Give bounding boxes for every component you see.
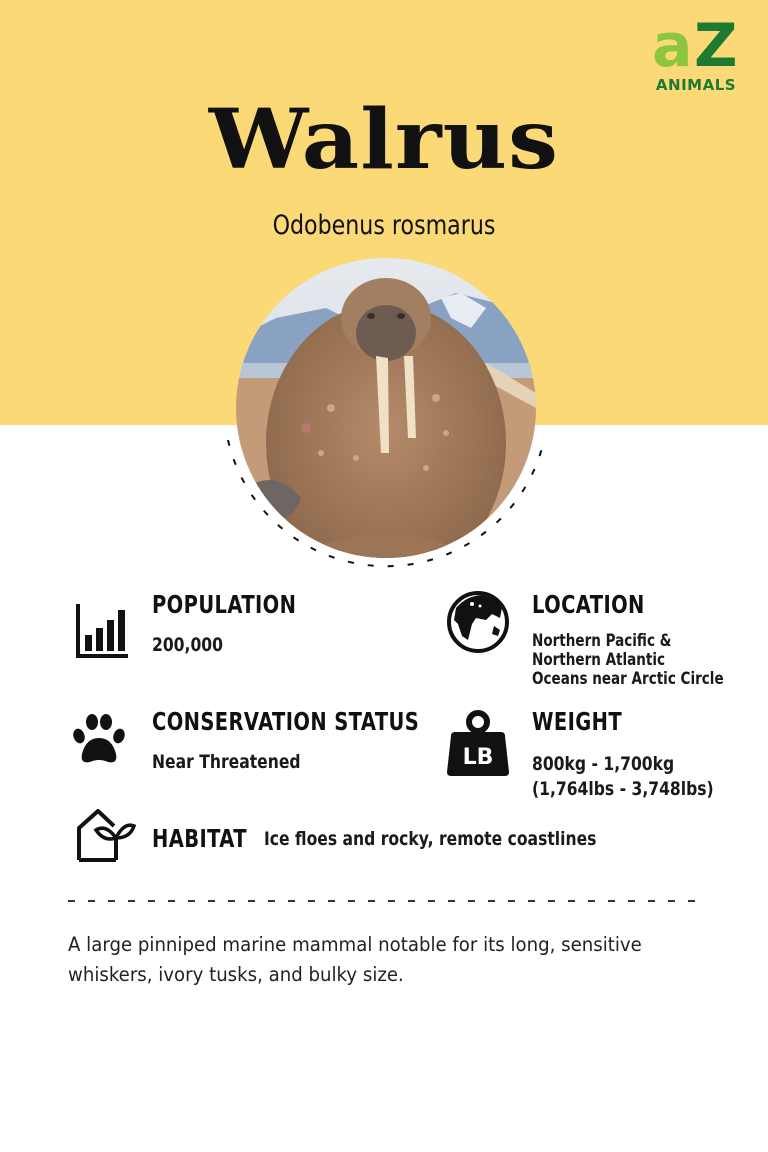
logo-mark	[652, 11, 744, 81]
walrus-photo	[236, 258, 536, 558]
location-value-line-2: Northern Atlantic	[532, 650, 666, 669]
walrus-illustration	[236, 258, 536, 558]
conservation-status-value: Near Threatened	[152, 751, 301, 773]
location-value-line-3: Oceans near Arctic Circle	[532, 669, 724, 688]
habitat-value: Ice floes and rocky, remote coastlines	[264, 828, 597, 850]
location-label: LOCATION	[532, 590, 645, 619]
svg-text:LB: LB	[462, 745, 494, 770]
logo-wordmark: ANIMALS	[655, 76, 737, 94]
conservation-status-label: CONSERVATION STATUS	[152, 707, 420, 736]
weight-value-line-2: (1,764lbs - 3,748lbs)	[532, 778, 714, 800]
bar-chart-icon	[74, 600, 130, 660]
population-label: POPULATION	[152, 590, 297, 619]
paw-icon	[72, 712, 126, 766]
logo-letter-z: Z	[694, 11, 738, 81]
globe-icon	[446, 590, 510, 654]
az-animals-logo[interactable]	[648, 11, 744, 96]
logo-letter-a: a	[652, 11, 691, 81]
population-value: 200,000	[152, 634, 223, 656]
weight-lb-icon	[447, 710, 509, 776]
scientific-name: Odobenus rosmarus	[272, 210, 496, 241]
weight-value-line-1: 800kg - 1,700kg	[532, 753, 675, 775]
species-description: A large pinniped marine mammal notable for its long, sensitive whiskers, ivory tusks, and bulky size.	[68, 933, 642, 986]
habitat-label: HABITAT	[152, 824, 247, 853]
house-plant-icon	[76, 808, 136, 862]
weight-label: WEIGHT	[532, 707, 623, 736]
page-title: Walrus	[208, 92, 560, 188]
dashed-divider	[68, 900, 700, 902]
location-value-line-1: Northern Pacific &	[532, 631, 672, 650]
